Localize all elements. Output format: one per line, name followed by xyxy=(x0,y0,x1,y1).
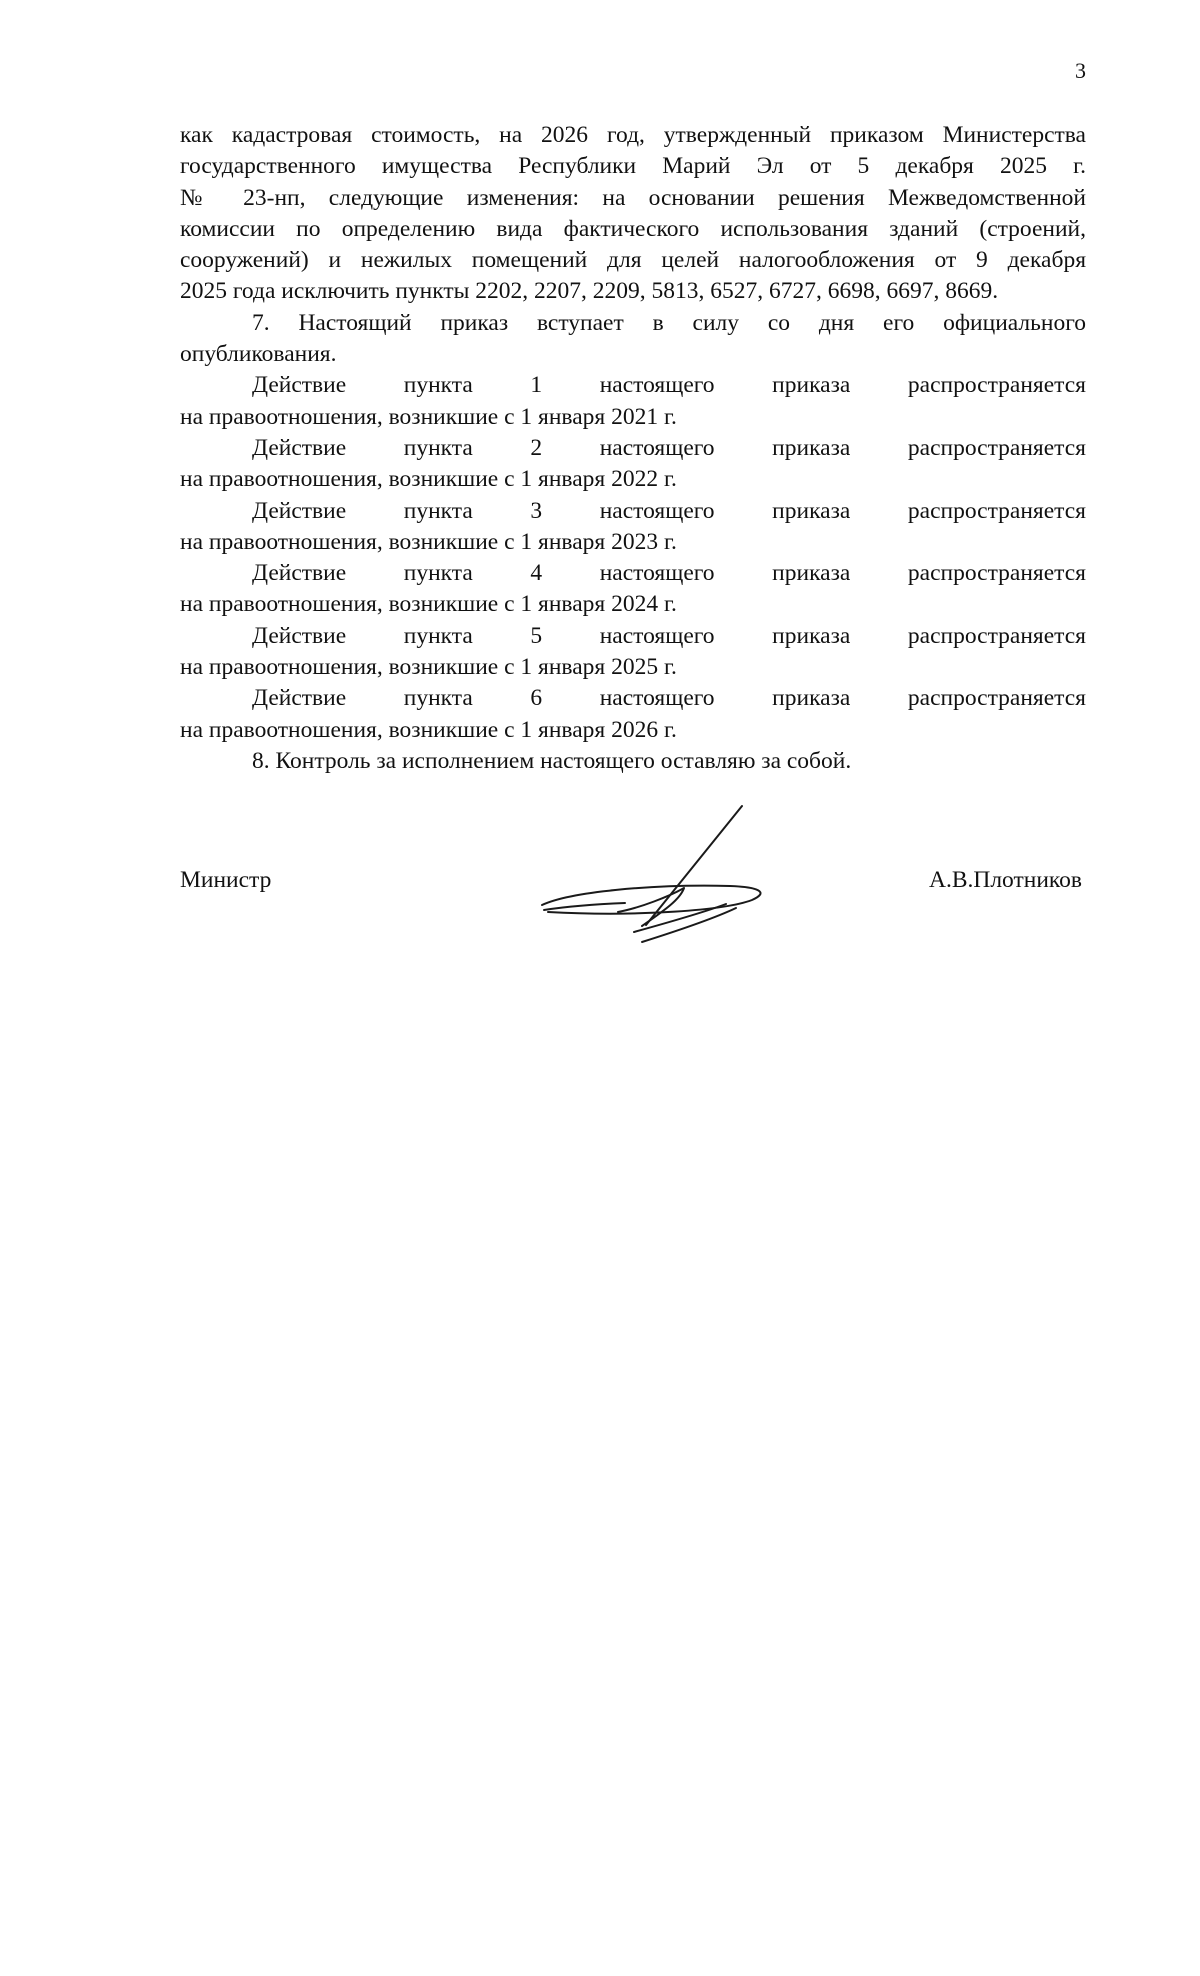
document-body xyxy=(180,120,1086,777)
word: приказа xyxy=(772,372,851,399)
word: настоящего xyxy=(599,372,715,399)
text-line xyxy=(180,496,1086,527)
effect-paragraphs xyxy=(180,370,1086,746)
word: 3 xyxy=(530,497,543,524)
word: Действие xyxy=(252,372,347,399)
continuation-paragraph xyxy=(180,120,1086,308)
handwritten-signature xyxy=(530,800,780,950)
word: приказа xyxy=(772,497,851,524)
effect-paragraph xyxy=(180,496,1086,559)
word: настоящего xyxy=(599,560,715,587)
word: 6 xyxy=(530,685,543,712)
word: пункта xyxy=(403,434,473,461)
word: приказа xyxy=(772,685,851,712)
effect-paragraph xyxy=(180,370,1086,433)
word: распространяется xyxy=(907,685,1086,712)
text-line: государственного имущества Республики Марий Эл от 5 декабря 2025 г. xyxy=(180,153,1086,180)
word: приказа xyxy=(772,434,851,461)
word: распространяется xyxy=(907,372,1086,399)
text-line: как кадастровая стоимость, на 2026 год, утвержденный приказом Министерства xyxy=(180,122,1086,148)
item-7-paragraph xyxy=(180,308,1086,371)
word: пункта xyxy=(403,622,473,649)
word: распространяется xyxy=(907,497,1086,524)
word: пункта xyxy=(403,685,473,712)
text-line: на правоотношения, возникшие с 1 января 2026 г. xyxy=(180,716,677,743)
word: Действие xyxy=(252,434,347,461)
signatory-position: Министр xyxy=(180,866,272,893)
word: Действие xyxy=(252,622,347,649)
text-line: на правоотношения, возникшие с 1 января 2025 г. xyxy=(180,654,677,681)
text-line: № 23-нп, следующие изменения: на основании решения Межведомственной xyxy=(180,184,1086,211)
word: 2 xyxy=(530,434,543,461)
text-line: на правоотношения, возникшие с 1 января 2022 г. xyxy=(180,466,677,493)
word: настоящего xyxy=(599,685,715,712)
word: распространяется xyxy=(907,434,1086,461)
word: приказа xyxy=(772,560,851,587)
word: пункта xyxy=(403,372,473,399)
effect-paragraph xyxy=(180,683,1086,746)
text-line: комиссии по определению вида фактического использования зданий (строений, xyxy=(180,215,1086,242)
text-line xyxy=(180,558,1086,589)
text-line xyxy=(180,370,1086,401)
word: 4 xyxy=(530,560,543,587)
text-line: сооружений) и нежилых помещений для целей налогообложения от 9 декабря xyxy=(180,247,1086,274)
word: Действие xyxy=(252,560,347,587)
word: настоящего xyxy=(599,497,715,524)
word: распространяется xyxy=(907,560,1086,587)
item-8-paragraph: 8. Контроль за исполнением настоящего оставляю за собой. xyxy=(252,747,852,774)
word: пункта xyxy=(403,497,473,524)
word: 1 xyxy=(530,372,543,399)
word: Действие xyxy=(252,685,347,712)
effect-paragraph xyxy=(180,621,1086,684)
word: настоящего xyxy=(599,622,715,649)
text-line xyxy=(180,683,1086,714)
effect-paragraph xyxy=(180,558,1086,621)
text-line: на правоотношения, возникшие с 1 января 2021 г. xyxy=(180,403,677,430)
page-number: 3 xyxy=(1075,58,1086,83)
word: пункта xyxy=(403,560,473,587)
word: Действие xyxy=(252,497,347,524)
text-line: на правоотношения, возникшие с 1 января 2023 г. xyxy=(180,528,677,555)
word: распространяется xyxy=(907,622,1086,649)
text-line: опубликования. xyxy=(180,341,337,368)
effect-paragraph xyxy=(180,433,1086,496)
text-line: 7. Настоящий приказ вступает в силу со дня его официального xyxy=(252,309,1086,336)
word: 5 xyxy=(530,622,543,649)
text-line xyxy=(180,433,1086,464)
text-line: на правоотношения, возникшие с 1 января 2024 г. xyxy=(180,591,677,618)
word: настоящего xyxy=(599,434,715,461)
word: приказа xyxy=(772,622,851,649)
signatory-name: А.В.Плотников xyxy=(928,866,1082,893)
text-line xyxy=(180,621,1086,652)
text-line: 2025 года исключить пункты 2202, 2207, 2209, 5813, 6527, 6727, 6698, 6697, 8669. xyxy=(180,278,999,305)
